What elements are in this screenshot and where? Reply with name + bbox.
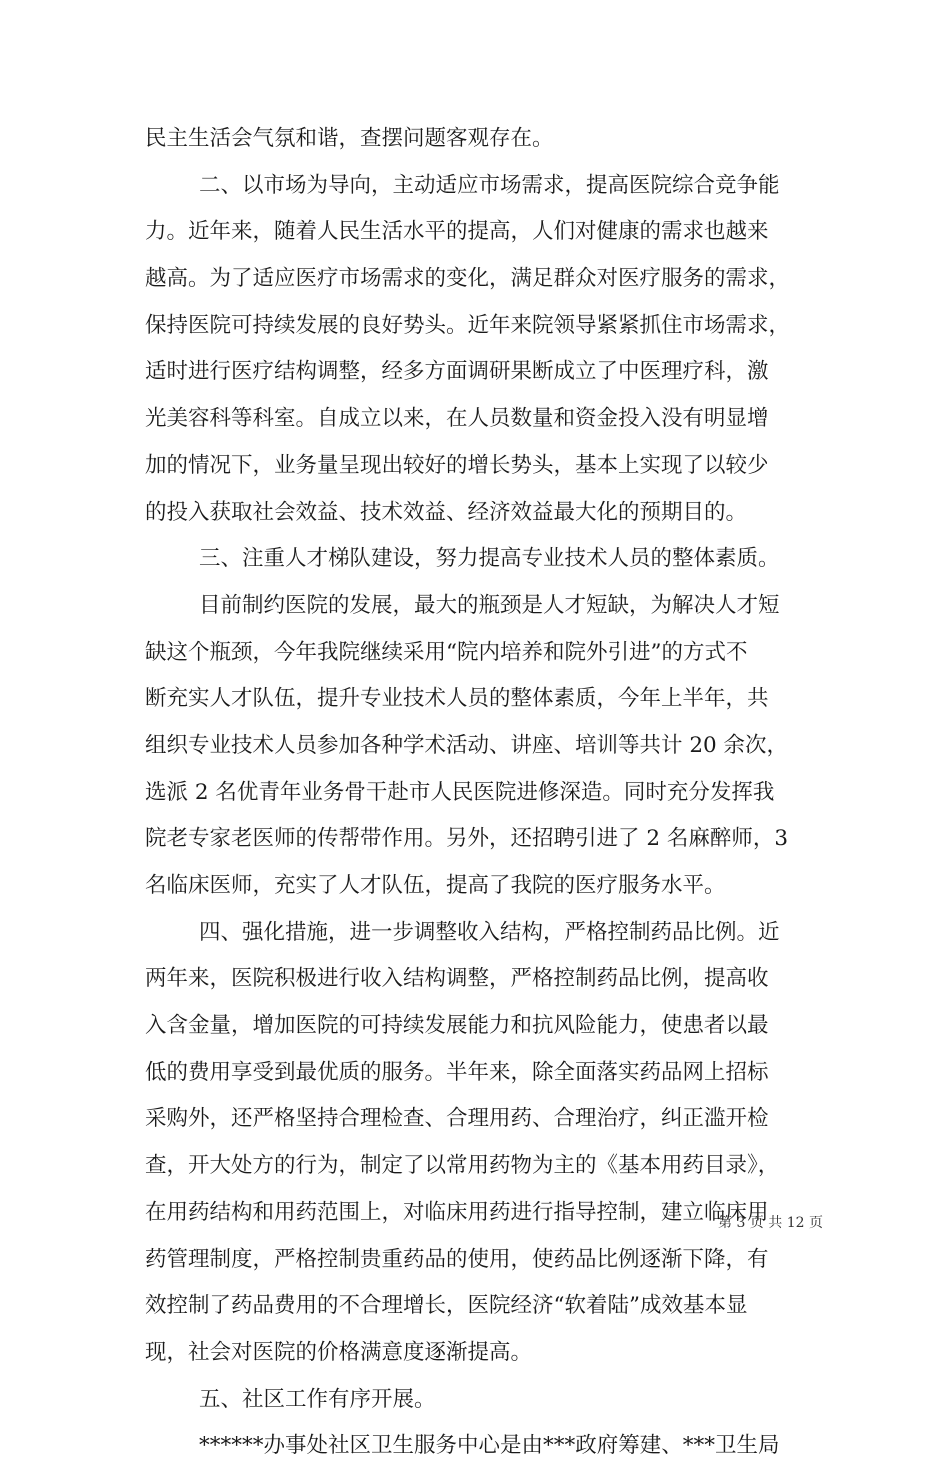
text-line: 院老专家老医师的传帮带作用。另外，还招聘引进了 2 名麻醉师，3 bbox=[145, 826, 789, 852]
text-line: 名临床医师，充实了人才队伍，提高了我院的医疗服务水平。 bbox=[145, 873, 726, 898]
text-line: 适时进行医疗结构调整，经多方面调研果断成立了中医理疗科，激 bbox=[145, 359, 769, 385]
page-number-footer: 第 3 页 共 12 页 bbox=[718, 1215, 823, 1231]
text-line: 加的情况下，业务量呈现出较好的增长势头，基本上实现了以较少 bbox=[145, 452, 769, 478]
text-line: 查，开大处方的行为，制定了以常用药物为主的《基本用药目录》， bbox=[145, 1153, 780, 1179]
document-body bbox=[145, 116, 815, 1470]
text-line: 在用药结构和用药范围上，对临床用药进行指导控制，建立临床用 bbox=[145, 1199, 769, 1225]
text-line: 低的费用享受到最优质的服务。半年来，除全面落实药品网上招标 bbox=[145, 1059, 769, 1085]
text-line: 药管理制度，严格控制贵重药品的使用，使药品比例逐渐下降，有 bbox=[145, 1246, 769, 1272]
text-line: 民主生活会气氛和谐，查摆问题客观存在。 bbox=[145, 126, 554, 151]
text-line: 缺这个瓶颈，今年我院继续采用“院内培养和院外引进”的方式不 bbox=[145, 639, 748, 665]
text-line: 的投入获取社会效益、技术效益、经济效益最大化的预期目的。 bbox=[145, 499, 748, 525]
text-line: 组织专业技术人员参加各种学术活动、讲座、培训等共计 20 余次， bbox=[145, 732, 789, 758]
text-line: 目前制约医院的发展，最大的瓶颈是人才短缺，为解决人才短 bbox=[199, 592, 780, 618]
text-line: 力。近年来，随着人民生活水平的提高，人们对健康的需求也越来 bbox=[145, 219, 769, 245]
text-line: 选派 2 名优青年业务骨干赴市人民医院进修深造。同时充分发挥我 bbox=[145, 779, 775, 805]
text-line: 现，社会对医院的价格满意度逐渐提高。 bbox=[145, 1339, 533, 1365]
text-line: 越高。为了适应医疗市场需求的变化，满足群众对医疗服务的需求， bbox=[145, 266, 791, 292]
text-line: 四、强化措施，进一步调整收入结构，严格控制药品比例。近 bbox=[199, 919, 780, 945]
text-line: 二、以市场为导向，主动适应市场需求，提高医院综合竞争能 bbox=[199, 172, 780, 198]
text-line: 入含金量，增加医院的可持续发展能力和抗风险能力，使患者以最 bbox=[145, 1013, 769, 1039]
text-line: 三、注重人才梯队建设，努力提高专业技术人员的整体素质。 bbox=[199, 546, 780, 572]
text-line: 采购外，还严格坚持合理检查、合理用药、合理治疗，纠正滥开检 bbox=[145, 1106, 769, 1132]
text-line: 五、社区工作有序开展。 bbox=[199, 1386, 436, 1412]
text-line: ******办事处社区卫生服务中心是由***政府筹建、***卫生局 bbox=[199, 1433, 780, 1459]
text-line: 效控制了药品费用的不合理增长，医院经济“软着陆”成效基本显 bbox=[145, 1293, 748, 1319]
text-line: 两年来，医院积极进行收入结构调整，严格控制药品比例，提高收 bbox=[145, 966, 769, 992]
text-line: 保持医院可持续发展的良好势头。近年来院领导紧紧抓住市场需求， bbox=[145, 312, 791, 338]
text-line: 断充实人才队伍，提升专业技术人员的整体素质，今年上半年，共 bbox=[145, 686, 769, 712]
text-line: 光美容科等科室。自成立以来，在人员数量和资金投入没有明显增 bbox=[145, 406, 769, 432]
